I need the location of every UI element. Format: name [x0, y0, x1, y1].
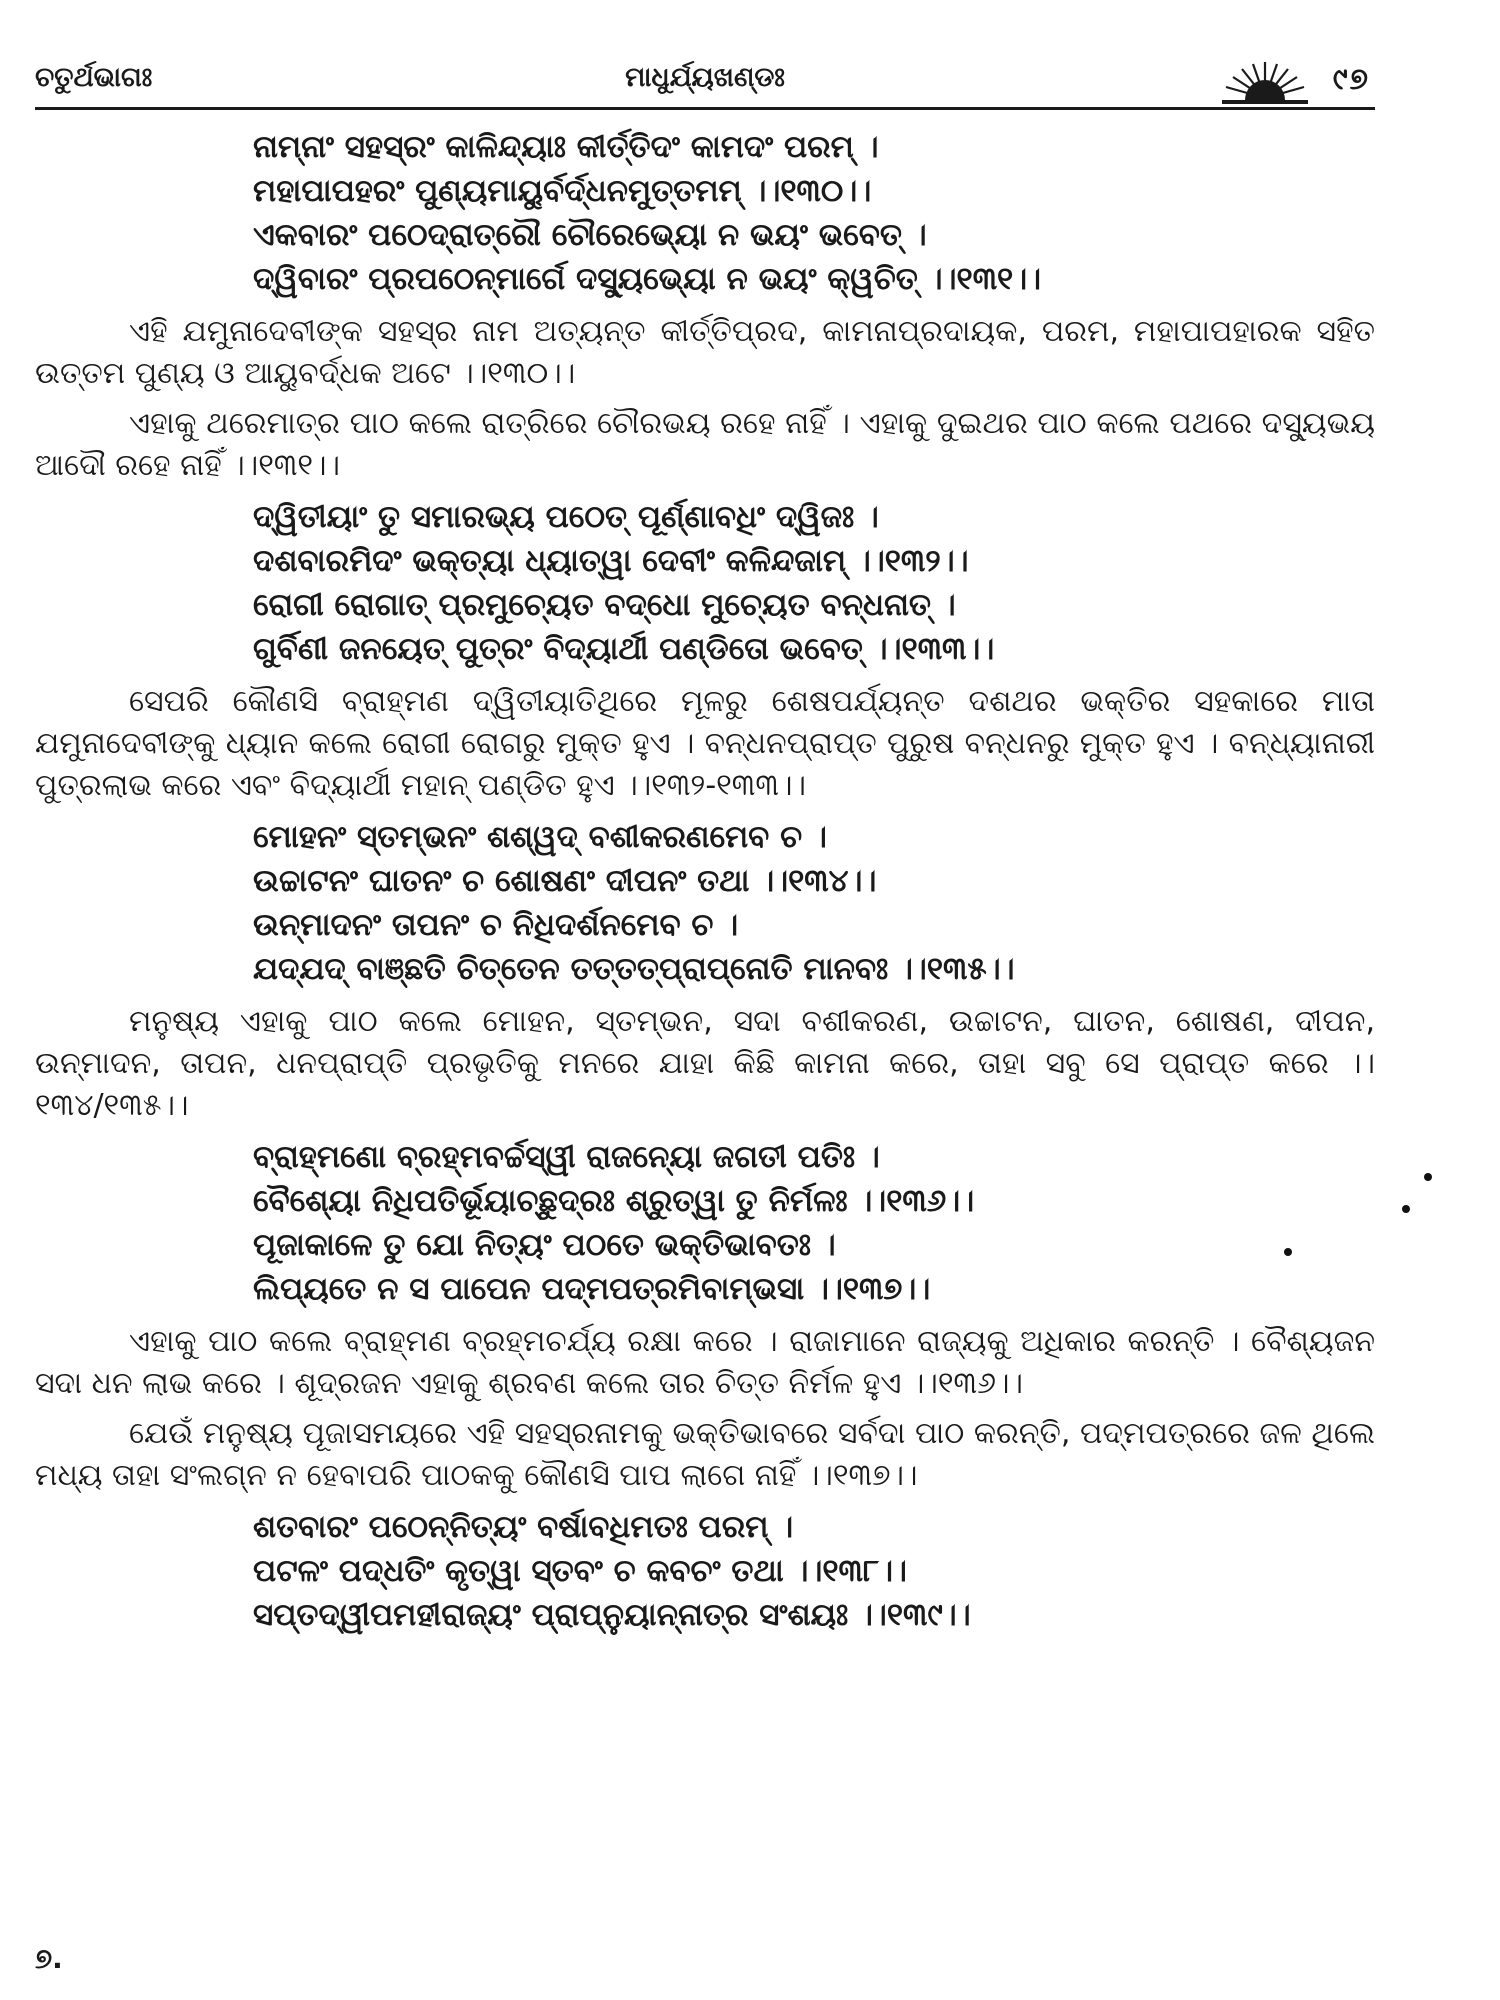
sanskrit-verse-block [35, 815, 1375, 991]
verse-line: ଦ୍ୱିବାରଂ ପ୍ରପଠେନ୍ମାର୍ଗେ ଦସ୍ୟୁଭ୍ୟୋ ନ ଭୟଂ କ୍ୱଚିତ୍ ।।୧୩୧।। [253, 261, 1042, 297]
rising-sun-logo-icon [1220, 58, 1310, 106]
header-part-title: ଚତୁର୍ଥଭାଗଃ [35, 62, 153, 93]
verse-line: ଲିପ୍ୟତେ ନ ସ ପାପେନ ପଦ୍ମପତ୍ରମିବାମ୍ଭସା ।।୧୩୭।। [253, 1271, 931, 1307]
sanskrit-verse-block [35, 125, 1375, 301]
verse-line: ଶତବାରଂ ପଠେନ୍ନିତ୍ୟଂ ବର୍ଷାବଧିମତଃ ପରମ୍ । [253, 1509, 794, 1545]
page-body [35, 125, 1375, 1647]
page-number: ୯୭ [1332, 62, 1370, 97]
verse-line: ଉଚ୍ଚାଟନଂ ଘାତନଂ ଚ ଶୋଷଣଂ ଦୀପନଂ ତଥା ।।୧୩୪।। [253, 863, 877, 899]
verse-line: ଗୁର୍ବିଣୀ ଜନୟେତ୍ ପୁତ୍ରଂ ବିଦ୍ୟାର୍ଥୀ ପଣ୍ଡିତୋ ଭବେତ୍ ।।୧୩୩।। [253, 631, 995, 667]
ink-speck [1424, 1173, 1432, 1181]
header-rule [35, 107, 1375, 110]
ink-speck [1402, 1205, 1410, 1213]
translation-paragraph: ସେପରି କୌଣସି ବ୍ରାହ୍ମଣ ଦ୍ୱିତୀୟାତିଥିରେ ମୂଳରୁ ଶେଷପର୍ଯ୍ୟନ୍ତ ଦଶଥର ଭକ୍ତିର ସହକାରେ ମାତା ଯମୁନାଦେବୀଙ୍କୁ ଧ୍ୟାନ କଲେ ରୋଗୀ ରୋଗରୁ ମୁକ୍ତ ହୁଏ । ବନ୍ଧନପ୍ରାପ୍ତ ପୁରୁଷ ବନ୍ଧନରୁ ମୁକ୍ତ ହୁଏ । ବନ୍ଧ୍ୟାନାରୀ ପୁତ୍ରଲାଭ କରେ ଏବଂ ବିଦ୍ୟାର୍ଥୀ ମହାନ୍ ପଣ୍ଡିତ ହୁଏ ।।୧୩୨-୧୩୩।। [35, 684, 1375, 803]
verse-line: ଏକବାରଂ ପଠେଦ୍‌ରାତ୍ରୌ ଚୌରେଭ୍ୟୋ ନ ଭୟଂ ଭବେତ୍ । [253, 217, 927, 253]
sanskrit-verse-block [35, 495, 1375, 671]
verse-line: ସପ୍ତଦ୍ୱୀପମହୀରାଜ୍ୟଂ ପ୍ରାପ୍ନୁୟାନ୍ନାତ୍ର ସଂଶୟଃ ।।୧୩୯।। [253, 1597, 971, 1633]
translation-paragraph: ଏହାକୁ ଥରେମାତ୍ର ପାଠ କଲେ ରାତ୍ରିରେ ଚୌରଭୟ ରହେ ନାହିଁ । ଏହାକୁ ଦୁଇଥର ପାଠ କଲେ ପଥରେ ଦସ୍ୟୁଭୟ ଆଦୌ ରହେ ନାହିଁ ।।୧୩୧।। [35, 406, 1375, 483]
translation-paragraph: ମନୁଷ୍ୟ ଏହାକୁ ପାଠ କଲେ ମୋହନ, ସ୍ତମ୍ଭନ, ସଦା ବଶୀକରଣ, ଉଚ୍ଚାଟନ, ଘାତନ, ଶୋଷଣ, ଦୀପନ, ଉନ୍ମାଦନ, ତାପନ, ଧନପ୍ରାପ୍ତି ପ୍ରଭୃତିକୁ ମନରେ ଯାହା କିଛି କାମନା କରେ, ତାହା ସବୁ ସେ ପ୍ରାପ୍ତ କରେ ।।୧୩୪/୧୩୫।। [35, 1004, 1375, 1123]
verse-line: ଦଶବାରମିଦଂ ଭକ୍ତ୍ୟା ଧ୍ୟାତ୍ୱା ଦେବୀଂ କଳିନ୍ଦଜାମ୍ ।।୧୩୨।। [253, 543, 969, 579]
verse-line: ପୂଜାକାଳେ ତୁ ଯୋ ନିତ୍ୟଂ ପଠତେ ଭକ୍ତିଭାବତଃ । [253, 1227, 836, 1263]
translation-paragraph: ଯେଉଁ ମନୁଷ୍ୟ ପୂଜାସମୟରେ ଏହି ସହସ୍ରନାମକୁ ଭକ୍ତିଭାବରେ ସର୍ବଦା ପାଠ କରନ୍ତି, ପଦ୍ମପତ୍ରରେ ଜଳ ଥିଲେ ମଧ୍ୟ ତାହା ସଂଲଗ୍ନ ନ ହେବାପରି ପାଠକକୁ କୌଣସି ପାପ ଲାଗେ ନାହିଁ ।।୧୩୭।। [35, 1416, 1375, 1493]
ink-speck [1284, 1248, 1292, 1256]
verse-line: ରୋଗୀ ରୋଗାତ୍ ପ୍ରମୁଚ୍ୟେତ ବଦ୍ଧୋ ମୁଚ୍ୟେତ ବନ୍ଧନାତ୍ । [253, 587, 956, 623]
sanskrit-verse-block [35, 1505, 1375, 1637]
verse-line: ବ୍ରାହ୍ମଣୋ ବ୍ରହ୍ମବର୍ଚ୍ଚସ୍ୱୀ ରାଜନ୍ୟୋ ଜଗତୀ ପତିଃ । [253, 1139, 880, 1175]
verse-line: ଯଦ୍‌ଯଦ୍ ବାଞ୍ଛତି ଚିତ୍ତେନ ତତ୍ତତ୍‌ପ୍ରାପ୍ନୋତି ମାନବଃ ।।୧୩୫।। [253, 951, 1015, 987]
header-section-title: ମାଧୁର୍ଯ୍ୟଖଣ୍ଡଃ [625, 62, 785, 93]
verse-line: ଉନ୍ମାଦନଂ ତାପନଂ ଚ ନିଧିଦର୍ଶନମେବ ଚ । [253, 907, 739, 943]
verse-line: ଦ୍ୱିତୀୟାଂ ତୁ ସମାରଭ୍ୟ ପଠେତ୍ ପୂର୍ଣ୍ଣାବଧିଂ ଦ୍ୱିଜଃ । [253, 499, 879, 535]
verse-line: ମହାପାପହରଂ ପୁଣ୍ୟମାୟୁର୍ବର୍ଦ୍ଧନମୁତ୍ତମମ୍ ।।୧୩୦।। [253, 173, 872, 209]
page-header [35, 58, 1375, 108]
page-signature-mark: ୭. [35, 1942, 63, 1975]
verse-line: ବୈଶ୍ୟୋ ନିଧିପତିର୍ଭୂୟାଚ୍ଛୁଦ୍ରଃ ଶ୍ରୁତ୍ୱା ତୁ ନିର୍ମଳଃ ।।୧୩୬।। [253, 1183, 975, 1219]
translation-paragraph: ଏହି ଯମୁନାଦେବୀଙ୍କ ସହସ୍ର ନାମ ଅତ୍ୟନ୍ତ କୀର୍ତ୍ତିପ୍ରଦ, କାମନାପ୍ରଦାୟକ, ପରମ, ମହାପାପହାରକ ସହିତ ଉତ୍ତମ ପୁଣ୍ୟ ଓ ଆୟୁବର୍ଦ୍ଧକ ଅଟେ ।।୧୩୦।। [35, 314, 1375, 391]
verse-line: ପଟଳଂ ପଦ୍ଧତିଂ କୃତ୍ୱା ସ୍ତବଂ ଚ କବଚଂ ତଥା ।।୧୩୮।। [253, 1553, 908, 1589]
sanskrit-verse-block [35, 1135, 1375, 1311]
verse-line: ମୋହନଂ ସ୍ତମ୍ଭନଂ ଶଶ୍ୱଦ୍ ବଶୀକରଣମେବ ଚ । [253, 819, 827, 855]
translation-paragraph: ଏହାକୁ ପାଠ କଲେ ବ୍ରାହ୍ମଣ ବ୍ରହ୍ମଚର୍ଯ୍ୟ ରକ୍ଷା କରେ । ରାଜାମାନେ ରାଜ୍ୟକୁ ଅଧିକାର କରନ୍ତି । ବୈଶ୍ୟଜନ ସଦା ଧନ ଲାଭ କରେ । ଶୂଦ୍ରଜନ ଏହାକୁ ଶ୍ରବଣ କଲେ ତାର ଚିତ୍ତ ନିର୍ମଳ ହୁଏ ।।୧୩୬।। [35, 1324, 1375, 1401]
verse-line: ନାମ୍ନାଂ ସହସ୍ରଂ କାଳିନ୍ଦ୍ୟାଃ କୀର୍ତ୍ତିଦଂ କାମଦଂ ପରମ୍ । [253, 129, 879, 165]
